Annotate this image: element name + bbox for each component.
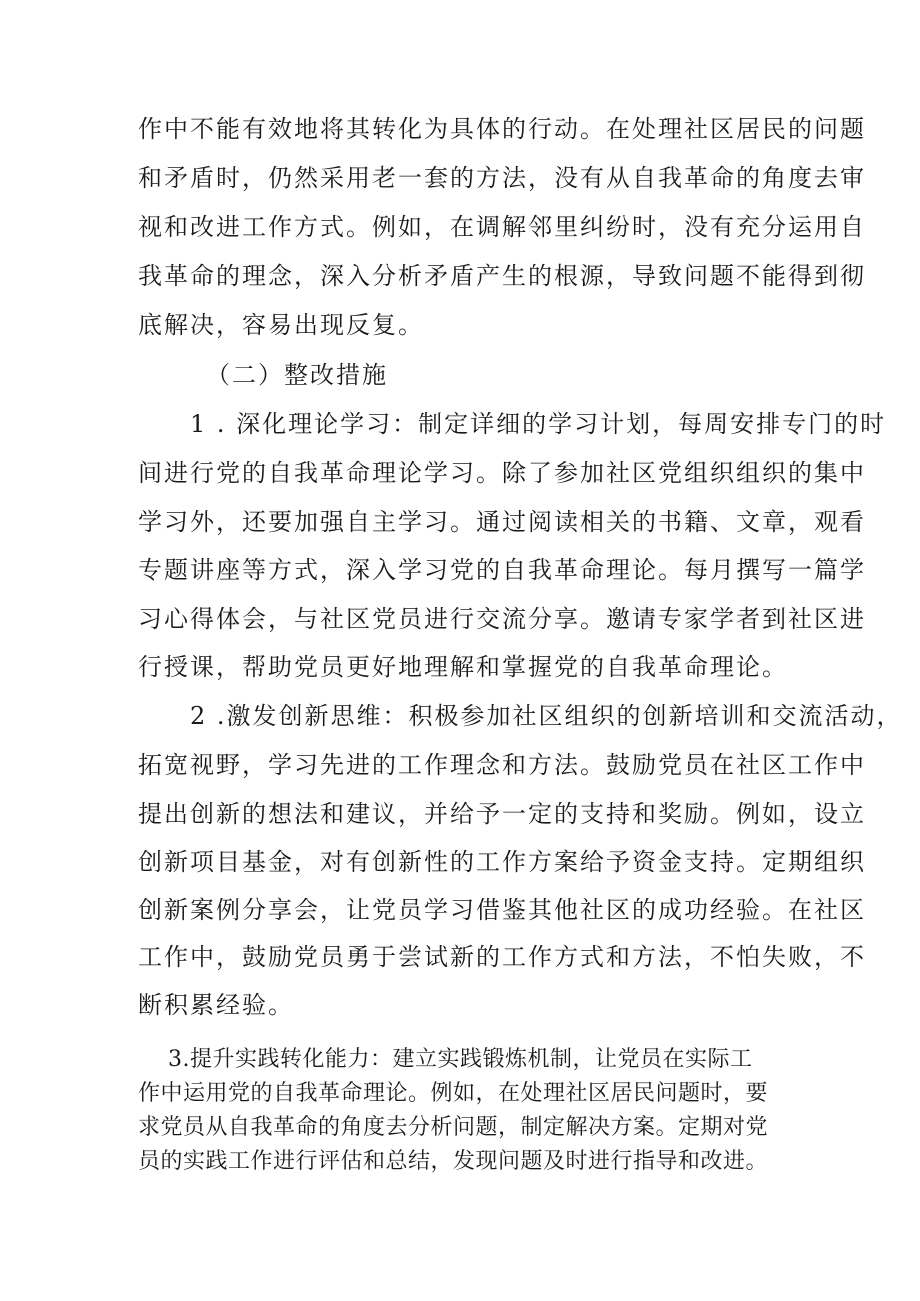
- text-line: 习心得体会，与社区党员进行交流分享。邀请专家学者到社区进: [138, 605, 866, 633]
- text-line: 2 .激发创新思维：积极参加社区组织的创新培训和交流活动，: [190, 702, 903, 730]
- text-line: 创新项目基金，对有创新性的工作方案给予资金支持。定期组织: [138, 848, 866, 876]
- text-line: 间进行党的自我革命理论学习。除了参加社区党组织组织的集中: [138, 459, 866, 487]
- text-line: 专题讲座等方式，深入学习党的自我革命理论。每月撰写一篇学: [138, 556, 866, 584]
- text-line: 3.提升实践转化能力：建立实践锻炼机制，让党员在实际工: [168, 1047, 753, 1072]
- text-line: 学习外，还要加强自主学习。通过阅读相关的书籍、文章，观看: [138, 508, 866, 536]
- text-line: 底解决，容易出现反复。: [138, 311, 424, 339]
- text-line: 作中运用党的自我革命理论。例如，在处理社区居民问题时，要: [138, 1081, 769, 1106]
- text-line: 视和改进工作方式。例如，在调解邻里纠纷时，没有充分运用自: [138, 213, 866, 241]
- text-line: 拓宽视野，学习先进的工作理念和方法。鼓励党员在社区工作中: [138, 751, 866, 779]
- text-line: 断积累经验。: [138, 991, 294, 1019]
- text-line: 我革命的理念，深入分析矛盾产生的根源，导致问题不能得到彻: [138, 262, 866, 290]
- text-line: 员的实践工作进行评估和总结，发现问题及时进行指导和改进。: [138, 1149, 769, 1174]
- text-line: 工作中，鼓励党员勇于尝试新的工作方式和方法，不怕失败，不: [138, 943, 866, 971]
- section-heading: （二）整改措施: [206, 361, 388, 389]
- text-line: 1 . 深化理论学习：制定详细的学习计划，每周安排专门的时: [190, 410, 887, 438]
- text-line: 行授课，帮助党员更好地理解和掌握党的自我革命理论。: [138, 653, 788, 681]
- text-line: 求党员从自我革命的角度去分析问题，制定解决方案。定期对党: [138, 1115, 769, 1140]
- text-line: 作中不能有效地将其转化为具体的行动。在处理社区居民的问题: [138, 115, 866, 143]
- text-line: 和矛盾时，仍然采用老一套的方法，没有从自我革命的角度去审: [138, 164, 866, 192]
- text-line: 提出创新的想法和建议，并给予一定的支持和奖励。例如，设立: [138, 800, 866, 828]
- text-line: 创新案例分享会，让党员学习借鉴其他社区的成功经验。在社区: [138, 896, 866, 924]
